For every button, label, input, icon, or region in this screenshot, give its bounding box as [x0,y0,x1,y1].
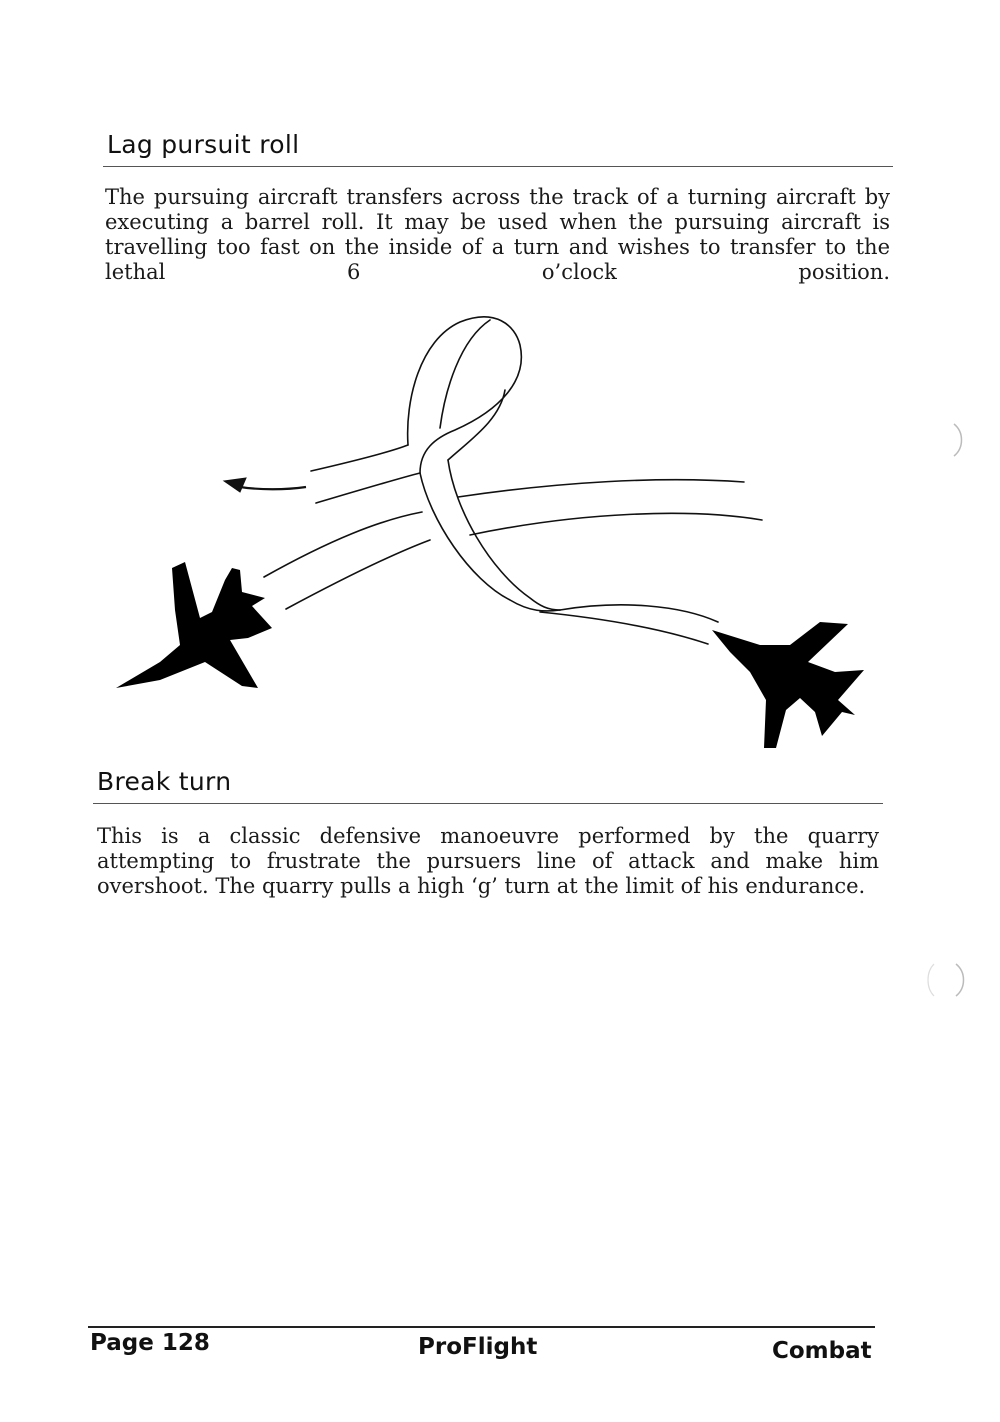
ribbon-edge [311,445,408,471]
section-heading-lag-pursuit-roll: Lag pursuit roll [107,130,300,159]
footer-divider [88,1326,875,1328]
ribbon-edge [540,612,708,644]
section-heading-break-turn: Break turn [97,767,232,796]
jet-silhouette-icon [712,622,864,748]
page-edge-mark [950,420,970,460]
section-divider [93,803,883,804]
section-paragraph-lag-pursuit-roll: The pursuing aircraft transfers across the track of a turning aircraft by executing a barrel roll. It may be used when the pursuing aircraft is travelling too fast on the inside of a turn and wishes to transfer to the lethal 6 o’clock position. [105,185,890,284]
arrow-left-icon [224,478,306,492]
footer-product-name: ProFlight [418,1334,538,1360]
ribbon-loop [448,390,505,460]
ribbon-edge [264,512,422,577]
footer-chapter-name: Combat [772,1338,872,1364]
ribbon-loop [440,320,490,428]
page-edge-mark [920,960,970,1000]
ribbon-edge [286,540,430,609]
ribbon-edge [420,473,560,611]
jet-silhouette-icon [116,562,272,688]
section-paragraph-break-turn: This is a classic defensive manoeuvre performed by the quarry attempting to frustrate the pursuers line of attack and make him overshoot. The quarry pulls a high ‘g’ turn at the limit of his endurance. [97,824,879,898]
ribbon-edge [458,480,744,497]
ribbon-edge [316,473,420,503]
ribbon-edge [448,460,560,610]
section-divider [103,166,893,167]
footer-page-number: Page 128 [90,1330,210,1356]
ribbon-edge [470,513,762,535]
ribbon-edge [560,605,718,622]
lag-pursuit-roll-diagram [100,300,880,760]
